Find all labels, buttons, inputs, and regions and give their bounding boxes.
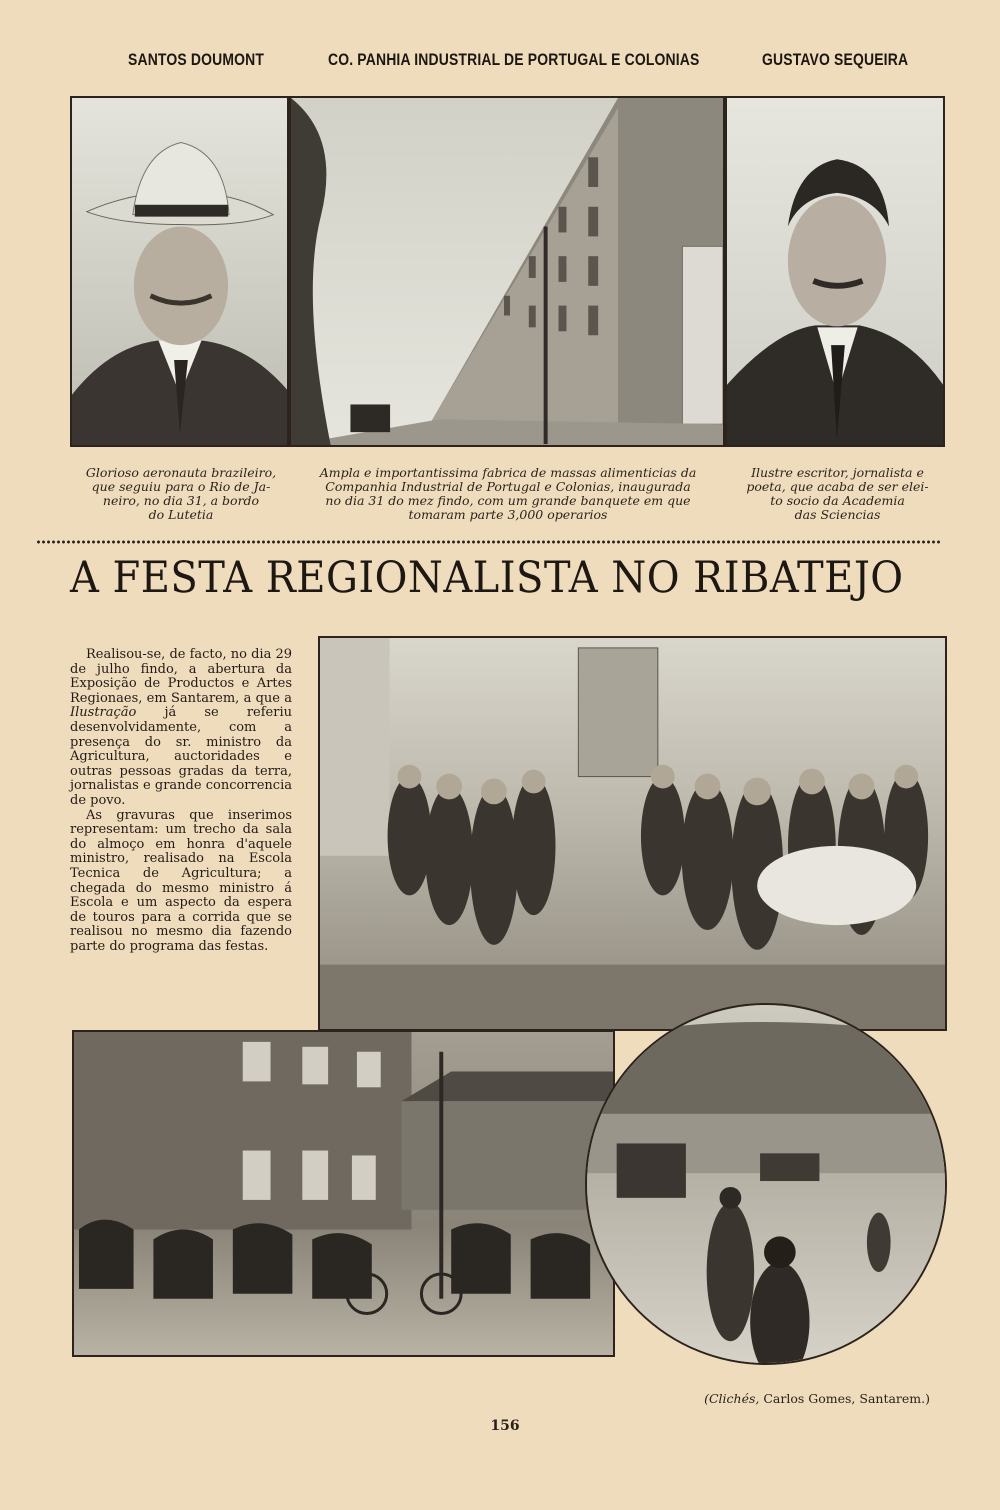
paragraph-text: Realisou-se, de facto, no dia 29 de julho findo, a abertura da Exposição de Productos e Artes Regionaes, em Santarem, a que a bbox=[70, 647, 292, 706]
dotted-divider bbox=[36, 540, 942, 544]
caption-line: que seguiu para o Rio de Ja- bbox=[91, 479, 271, 494]
caption-line: poeta, que acaba de ser elei- bbox=[746, 479, 929, 494]
publication-name: Ilustração bbox=[70, 705, 137, 721]
caption-line: no dia 31 do mez findo, com um grande banquete em que bbox=[325, 493, 691, 508]
caption-line: Ilustre escritor, jornalista e bbox=[751, 465, 924, 480]
caption-line: to socio da Academia bbox=[770, 493, 905, 508]
portrait-gustavo-sequeira bbox=[725, 96, 945, 447]
portrait-santos-dumont bbox=[70, 96, 289, 447]
page-number: 156 bbox=[490, 1418, 520, 1434]
caption-line: Companhia Industrial de Portugal e Colonias, inaugurada bbox=[325, 479, 691, 494]
article-title: A FESTA REGIONALISTA NO RIBATEJO bbox=[70, 553, 904, 603]
caption-line: tomaram parte 3,000 operarios bbox=[408, 507, 608, 522]
header-right: GUSTAVO SEQUEIRA bbox=[762, 50, 909, 69]
caption-factory bbox=[296, 466, 720, 522]
banquet-photo bbox=[318, 636, 947, 1031]
caption-line: Glorioso aeronauta brazileiro, bbox=[85, 465, 277, 480]
bull-waiting-photo bbox=[585, 1003, 947, 1365]
header-left: SANTOS DOUMONT bbox=[128, 50, 265, 69]
caption-line: Ampla e importantissima fabrica de massas alimenticias da bbox=[319, 465, 697, 480]
caption-line: neiro, no dia 31, a bordo bbox=[102, 493, 260, 508]
article-body bbox=[70, 648, 292, 954]
header-center: CO. PANHIA INDUSTRIAL DE PORTUGAL E COLONIAS bbox=[328, 50, 700, 69]
article-paragraph-2: As gravuras que inserimos representam: um trecho da sala do almoço em honra d'aquele ministro, realisado na Escola Tecnica de Agricultura; a chegada do mesmo ministro á Escola e um aspecto da espera de touros para a corrida que se realisou no mesmo dia fazendo parte do programa das festas. bbox=[70, 807, 292, 954]
caption-line: do Lutetia bbox=[148, 507, 214, 522]
article-paragraph-1 bbox=[70, 648, 292, 809]
caption-gustavo-sequeira bbox=[730, 466, 945, 522]
paragraph-text: já se referiu desenvolvidamente, com a presença do sr. ministro da Agricultura, auctoridades e outras pessoas gradas da terra, jornalistas e grande concorrencia de povo. bbox=[70, 705, 292, 808]
credit-text: Carlos Gomes, Santarem.) bbox=[759, 1391, 930, 1406]
credit-open-paren: ( bbox=[704, 1391, 709, 1406]
carriages-photo bbox=[72, 1030, 615, 1357]
factory-photo bbox=[289, 96, 725, 447]
photo-credit bbox=[640, 1391, 930, 1406]
caption-line: das Sciencias bbox=[794, 507, 881, 522]
credit-label: Clichés, bbox=[708, 1391, 760, 1406]
caption-santos-dumont bbox=[72, 466, 290, 522]
